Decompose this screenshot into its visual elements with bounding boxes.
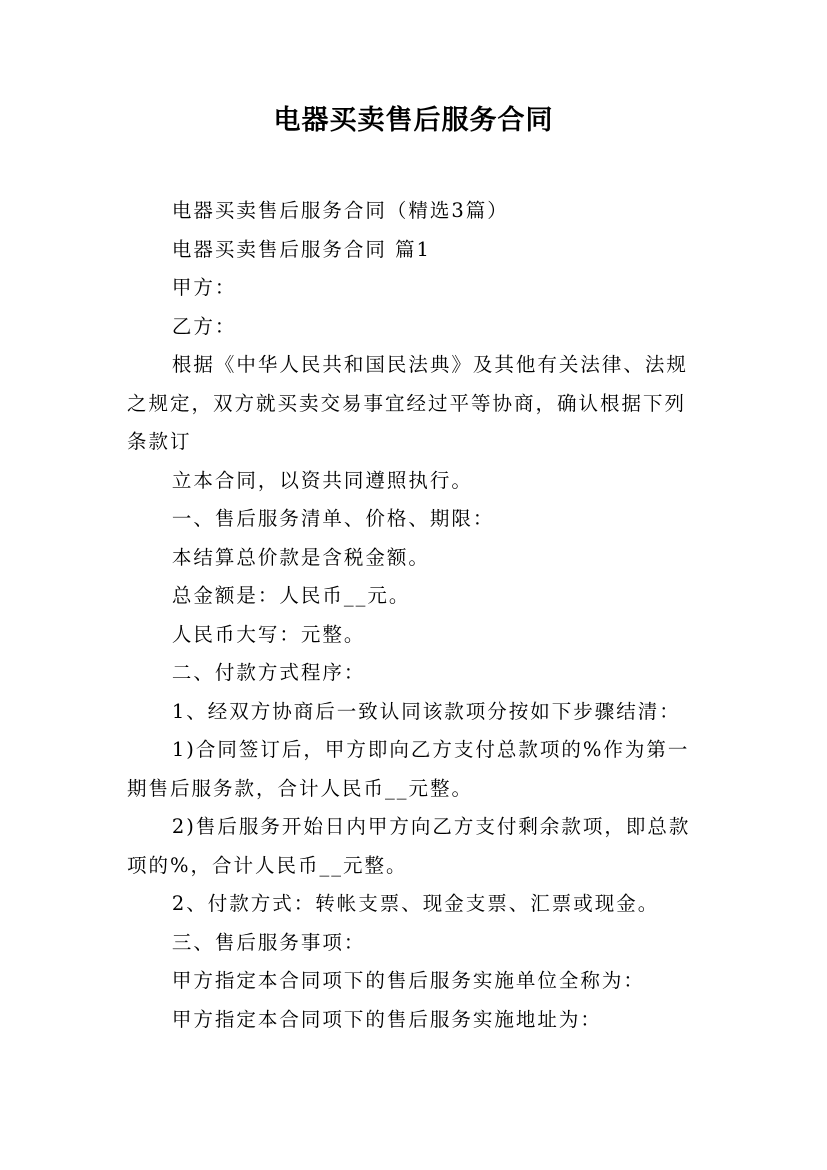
paragraph: 二、付款方式程序： xyxy=(171,661,366,684)
paragraph: 三、售后服务事项： xyxy=(171,930,366,954)
document-body xyxy=(127,192,707,1039)
document-title: 电器买卖售后服务合同 xyxy=(273,105,554,136)
paragraph: 电器买卖售后服务合同（精选3篇） xyxy=(171,199,509,222)
paragraph: 1)合同签订后，甲方即向乙方支付总款项的%作为第一期售后服务款，合计人民币__元整。 xyxy=(127,738,690,800)
paragraph: 本结算总价款是含税金额。 xyxy=(171,545,430,569)
paragraph: 总金额是：人民币__元。 xyxy=(171,584,411,607)
paragraph: 甲方指定本合同项下的售后服务实施单位全称为： xyxy=(171,969,645,992)
paragraph: 2)售后服务开始日内甲方向乙方支付剩余款项，即总款项的%，合计人民币__元整。 xyxy=(127,815,691,877)
paragraph: 根据《中华人民共和国民法典》及其他有关法律、法规之规定，双方就买卖交易事宜经过平等协商，确认根据下列条款订 xyxy=(127,353,688,453)
paragraph: 电器买卖售后服务合同 篇1 xyxy=(171,237,431,261)
paragraph: 2、付款方式：转帐支票、现金支票、汇票或现金。 xyxy=(171,892,660,915)
paragraph: 一、售后服务清单、价格、期限： xyxy=(171,507,495,530)
paragraph: 乙方： xyxy=(171,314,237,338)
paragraph: 立本合同，以资共同遵照执行。 xyxy=(171,468,473,492)
paragraph: 甲方指定本合同项下的售后服务实施地址为： xyxy=(171,1007,602,1031)
paragraph: 甲方： xyxy=(171,276,237,299)
paragraph: 人民币大写：元整。 xyxy=(171,622,366,646)
paragraph: 1、经双方协商后一致认同该款项分按如下步骤结清： xyxy=(171,699,681,723)
